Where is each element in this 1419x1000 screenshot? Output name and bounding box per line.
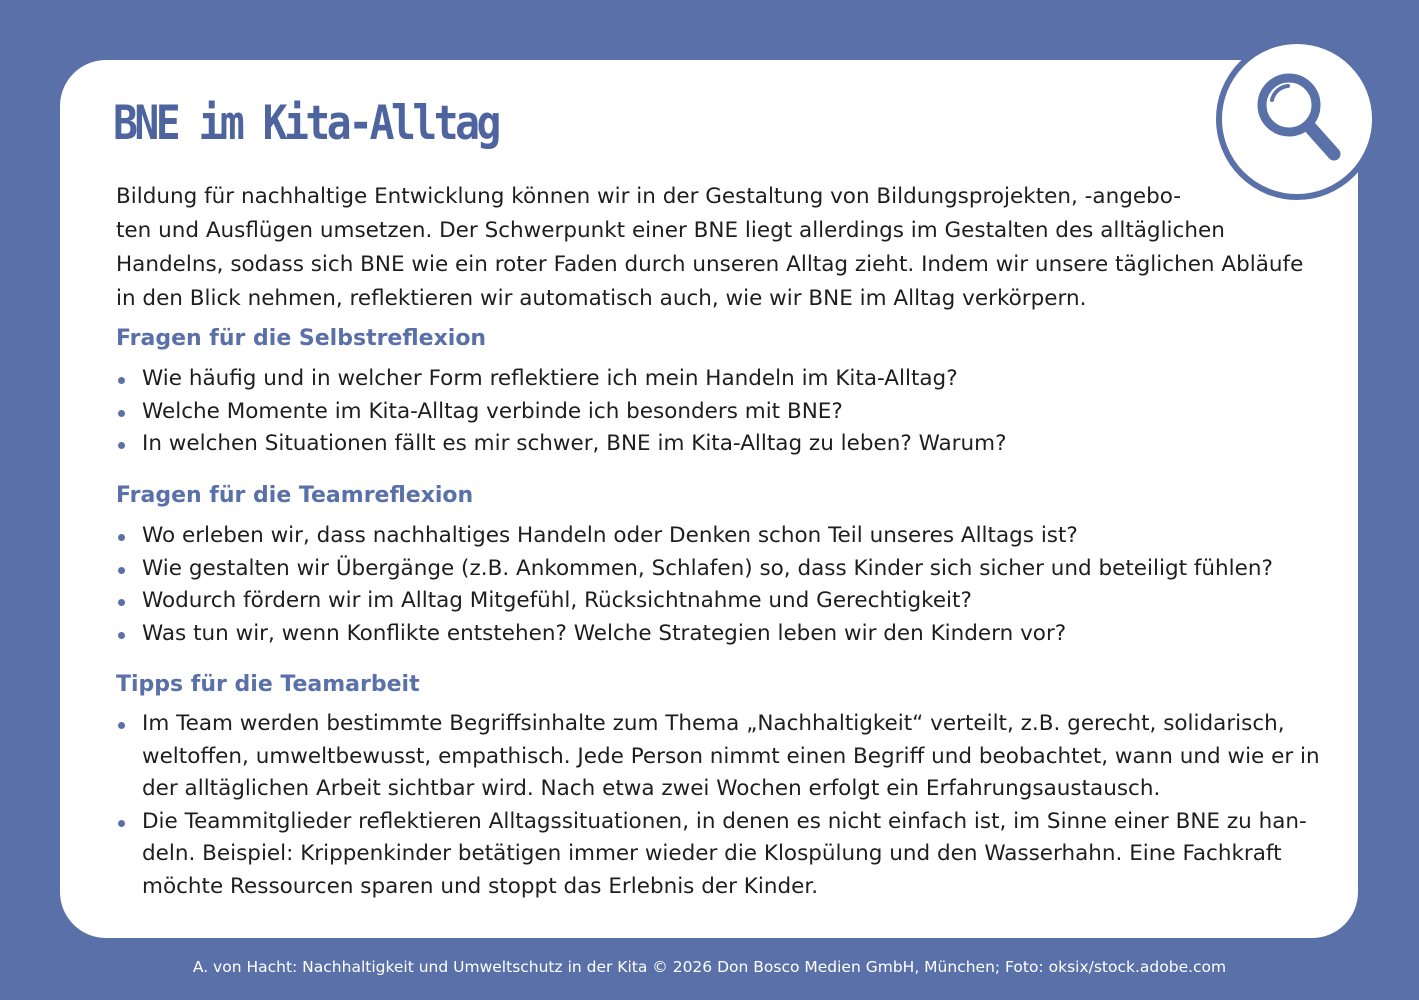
list-item: Wo erleben wir, dass nachhaltiges Handeln oder Denken schon Teil unseres Alltags ist? — [116, 520, 1273, 553]
list-item: In welchen Situationen fällt es mir schwer, BNE im Kita-Alltag zu leben? Warum? — [116, 428, 1007, 461]
intro-line: ten und Ausflügen umsetzen. Der Schwerpunkt einer BNE liegt allerdings im Gestalten des alltäglichen — [116, 218, 1225, 243]
heading-selbstreflexion: Fragen für die Selbstreflexion — [116, 326, 487, 351]
magnifier-icon — [1222, 44, 1372, 194]
intro-paragraph — [116, 180, 1316, 316]
footer-credit: A. von Hacht: Nachhaltigkeit und Umweltschutz in der Kita © 2026 Don Bosco Medien GmbH, München; Foto: oksix/stock.adobe.com — [192, 958, 1227, 976]
list-teamreflexion — [116, 520, 1273, 650]
heading-teamreflexion: Fragen für die Teamreflexion — [116, 483, 474, 508]
list-item: Wie gestalten wir Übergänge (z.B. Ankommen, Schlafen) so, dass Kinder sich sicher und beteiligt fühlen? — [116, 553, 1273, 586]
list-item: Wodurch fördern wir im Alltag Mitgefühl, Rücksichtnahme und Gerechtigkeit? — [116, 585, 1273, 618]
list-teamarbeit — [116, 708, 1320, 903]
heading-teamarbeit: Tipps für die Teamarbeit — [116, 672, 420, 697]
intro-line: in den Blick nehmen, reflektieren wir automatisch auch, wie wir BNE im Alltag verkörpern. — [116, 286, 1087, 311]
list-item: Wie häufig und in welcher Form reflektiere ich mein Handeln im Kita-Alltag? — [116, 363, 1007, 396]
intro-line: Bildung für nachhaltige Entwicklung können wir in der Gestaltung von Bildungsprojekten, -angebo- — [116, 184, 1182, 209]
intro-line: Handelns, sodass sich BNE wie ein roter Faden durch unseren Alltag zieht. Indem wir unsere täglichen Abläufe — [116, 252, 1304, 277]
list-item: Welche Momente im Kita-Alltag verbinde ich besonders mit BNE? — [116, 396, 1007, 429]
page-title: BNE im Kita-Alltag — [113, 96, 498, 151]
list-item: Im Team werden bestimmte Begriffsinhalte zum Thema „Nachhaltigkeit“ verteilt, z.B. gerecht, solidarisch, weltoffen, umweltbewusst, empathisch. Jede Person nimmt einen Begriff und beobachtet, wann und wie er in der alltäglichen Arbeit sichtbar wird. Nach etwa zwei Wochen erfolgt ein Erfahrungsaustausch. — [116, 708, 1320, 806]
list-item: Die Teammitglieder reflektieren Alltagssituationen, in denen es nicht einfach ist, im Sinne einer BNE zu han- deln. Beispiel: Krippenkinder betätigen immer wieder die Klospülung und den Wasserhahn. Eine Fachkraft möchte Ressourcen sparen und stoppt das Erlebnis der Kinder. — [116, 806, 1320, 904]
list-item: Was tun wir, wenn Konflikte entstehen? Welche Strategien leben wir den Kindern vor? — [116, 618, 1273, 651]
list-selbstreflexion — [116, 363, 1007, 461]
magnifier-badge — [1216, 38, 1378, 200]
